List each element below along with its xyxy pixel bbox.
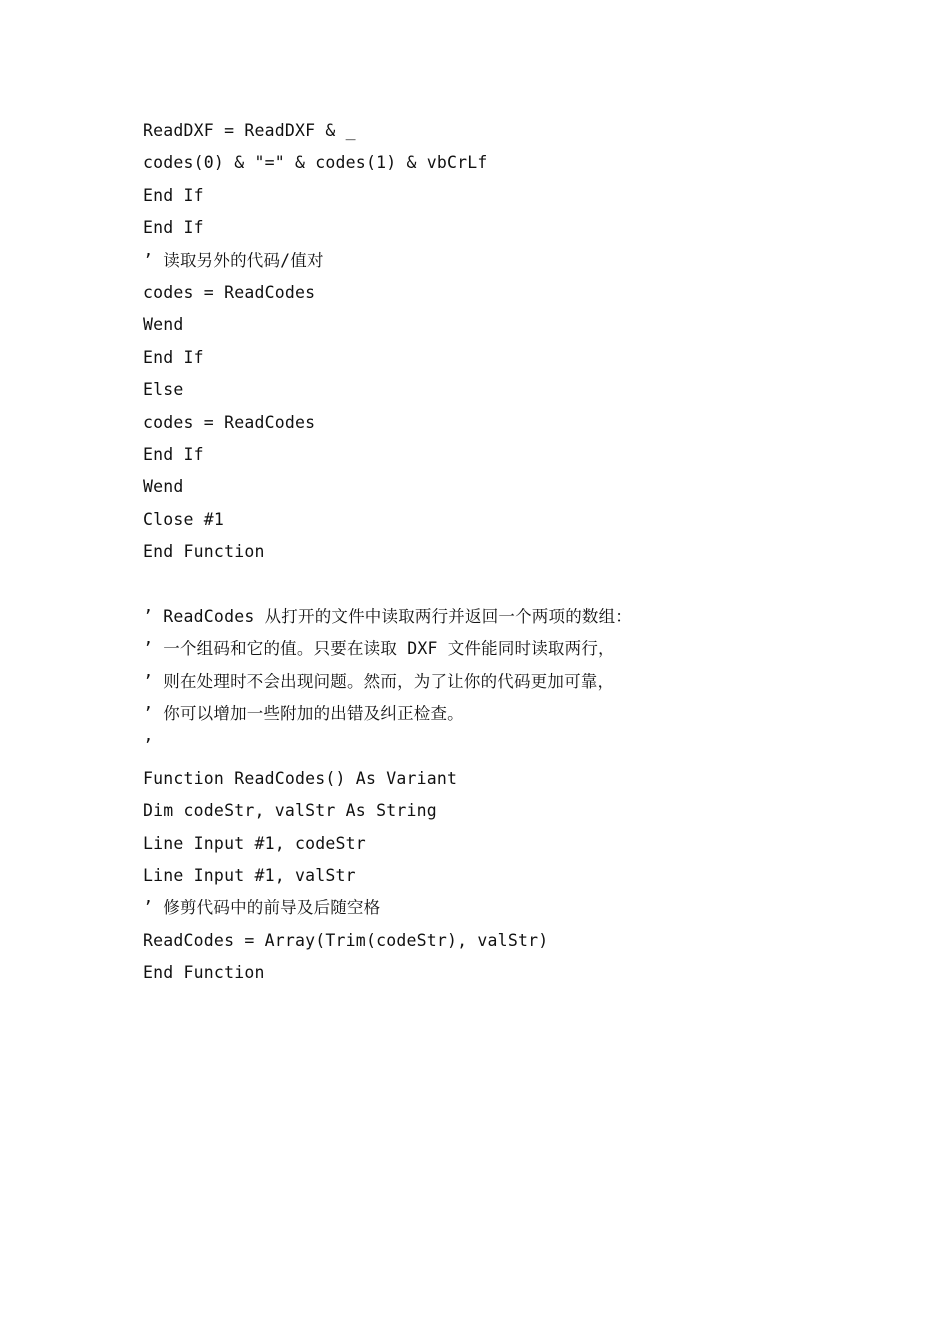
code-line: codes(0) & "=" & codes(1) & vbCrLf [143, 153, 488, 173]
code-line: Line Input #1, valStr [143, 865, 356, 885]
code-line: End If [143, 218, 204, 238]
code-comment: ’ 则在处理时不会出现问题。然而，为了让你的代码更加可靠， [143, 671, 615, 691]
code-line: Close #1 [143, 509, 225, 529]
code-comment: ’ 你可以增加一些附加的出错及纠正检查。 [143, 704, 464, 724]
code-line: ReadDXF = ReadDXF & _ [143, 121, 356, 140]
code-line: End Function [143, 542, 265, 562]
code-line: ReadCodes = Array(Trim(codeStr), valStr) [143, 930, 549, 950]
code-comment: ’ 修剪代码中的前导及后随空格 [143, 898, 381, 918]
code-line: Function ReadCodes() As Variant [143, 768, 458, 788]
code-comment: ’ 读取另外的代码/值对 [143, 250, 324, 270]
code-comment: ’ ReadCodes 从打开的文件中读取两行并返回一个两项的数组： [143, 606, 633, 626]
code-line: Else [143, 380, 184, 400]
code-line: Wend [143, 315, 184, 335]
code-comment: ’ 一个组码和它的值。只要在读取 DXF 文件能同时读取两行， [143, 639, 615, 659]
code-line: End If [143, 185, 204, 205]
code-comment: ’ [143, 736, 154, 756]
code-listing [143, 115, 863, 990]
blank-line [143, 568, 863, 600]
code-line: codes = ReadCodes [143, 282, 316, 302]
code-line: Wend [143, 477, 184, 497]
code-line: End If [143, 444, 204, 464]
code-line: End Function [143, 963, 265, 983]
code-line: Dim codeStr, valStr As String [143, 801, 437, 821]
code-line: codes = ReadCodes [143, 412, 316, 432]
code-line: Line Input #1, codeStr [143, 833, 366, 853]
code-line: End If [143, 347, 204, 367]
